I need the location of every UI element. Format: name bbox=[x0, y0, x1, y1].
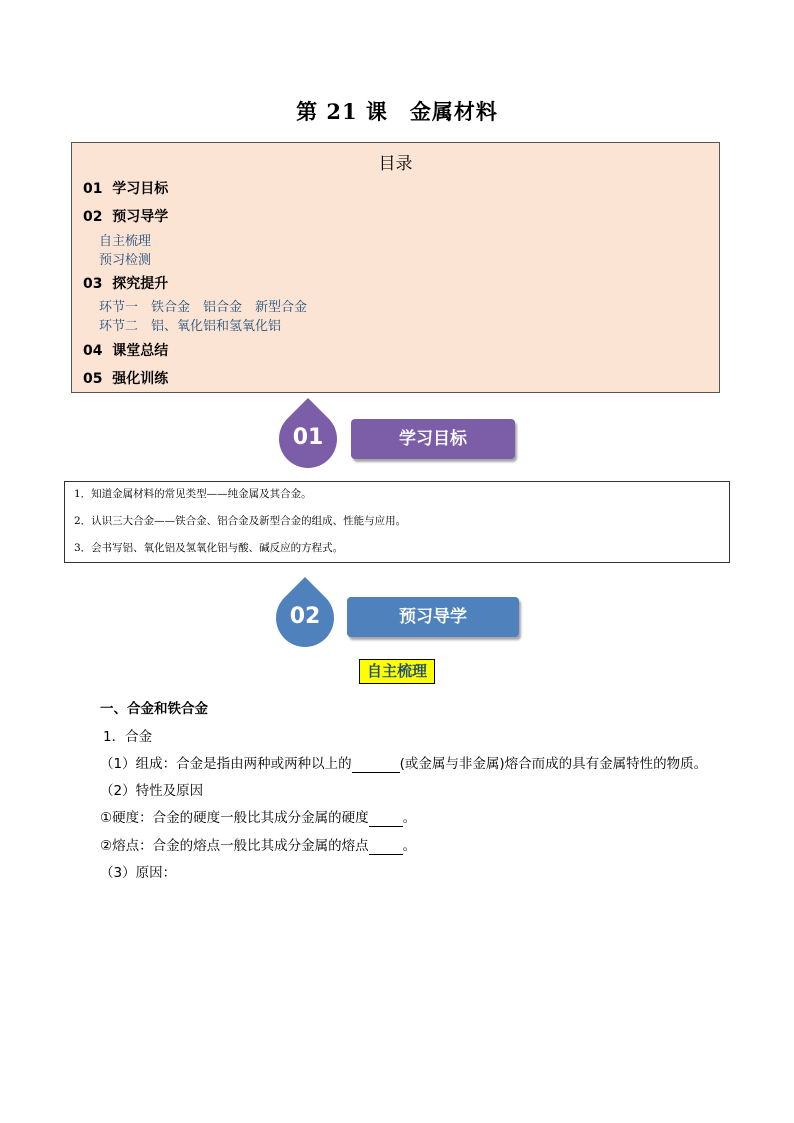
toc-sub-stage-2[interactable]: 环节二 铝、氧化铝和氢氧化铝 bbox=[99, 319, 282, 334]
table-of-contents bbox=[71, 142, 720, 393]
learning-goals-box bbox=[64, 481, 730, 563]
toc-item-04[interactable]: 04 课堂总结 bbox=[83, 343, 169, 359]
goal-item: 2．认识三大合金——铁合金、铝合金及新型合金的组成、性能与应用。 bbox=[74, 515, 407, 527]
goal-item: 1．知道金属材料的常见类型——纯金属及其合金。 bbox=[74, 488, 312, 500]
toc-item-01[interactable]: 01 学习目标 bbox=[83, 181, 169, 197]
toc-item-02[interactable]: 02 预习导学 bbox=[83, 209, 169, 225]
heading-alloy-iron: 一、合金和铁合金 bbox=[100, 701, 208, 717]
section-02-title: 预习导学 bbox=[347, 597, 519, 637]
toc-sub-stage-1[interactable]: 环节一 铁合金 铝合金 新型合金 bbox=[99, 300, 308, 315]
toc-item-03[interactable]: 03 探究提升 bbox=[83, 276, 169, 292]
fill-blank[interactable] bbox=[352, 756, 400, 773]
section-02-number: 02 bbox=[289, 604, 321, 629]
fill-blank[interactable] bbox=[369, 838, 403, 855]
toc-sub-self-study[interactable]: 自主梳理 bbox=[99, 234, 152, 249]
melting-point-line: ②熔点：合金的熔点一般比其成分金属的熔点 。 bbox=[100, 838, 417, 854]
reason-line: （3）原因： bbox=[100, 865, 177, 881]
alloy-composition-line: （1）组成：合金是指由两种或两种以上的 (或金属与非金属)熔合而成的具有金属特性的物质。 bbox=[100, 756, 708, 772]
section-01-title: 学习目标 bbox=[351, 419, 515, 459]
page-title: 第 21 课 金属材料 bbox=[296, 99, 498, 124]
toc-item-05[interactable]: 05 强化训练 bbox=[83, 371, 169, 387]
section-01-number: 01 bbox=[292, 425, 324, 450]
alloy-properties-line: （2）特性及原因 bbox=[100, 783, 204, 799]
toc-heading: 目录 bbox=[378, 154, 413, 174]
fill-blank[interactable] bbox=[369, 810, 403, 827]
heading-alloy: 1．合金 bbox=[103, 729, 153, 745]
goal-item: 3．会书写铝、氧化铝及氢氧化铝与酸、碱反应的方程式。 bbox=[74, 542, 344, 554]
toc-sub-preview-check[interactable]: 预习检测 bbox=[99, 253, 152, 268]
hardness-line: ①硬度：合金的硬度一般比其成分金属的硬度 。 bbox=[100, 810, 417, 826]
self-study-tag: 自主梳理 bbox=[359, 659, 435, 684]
